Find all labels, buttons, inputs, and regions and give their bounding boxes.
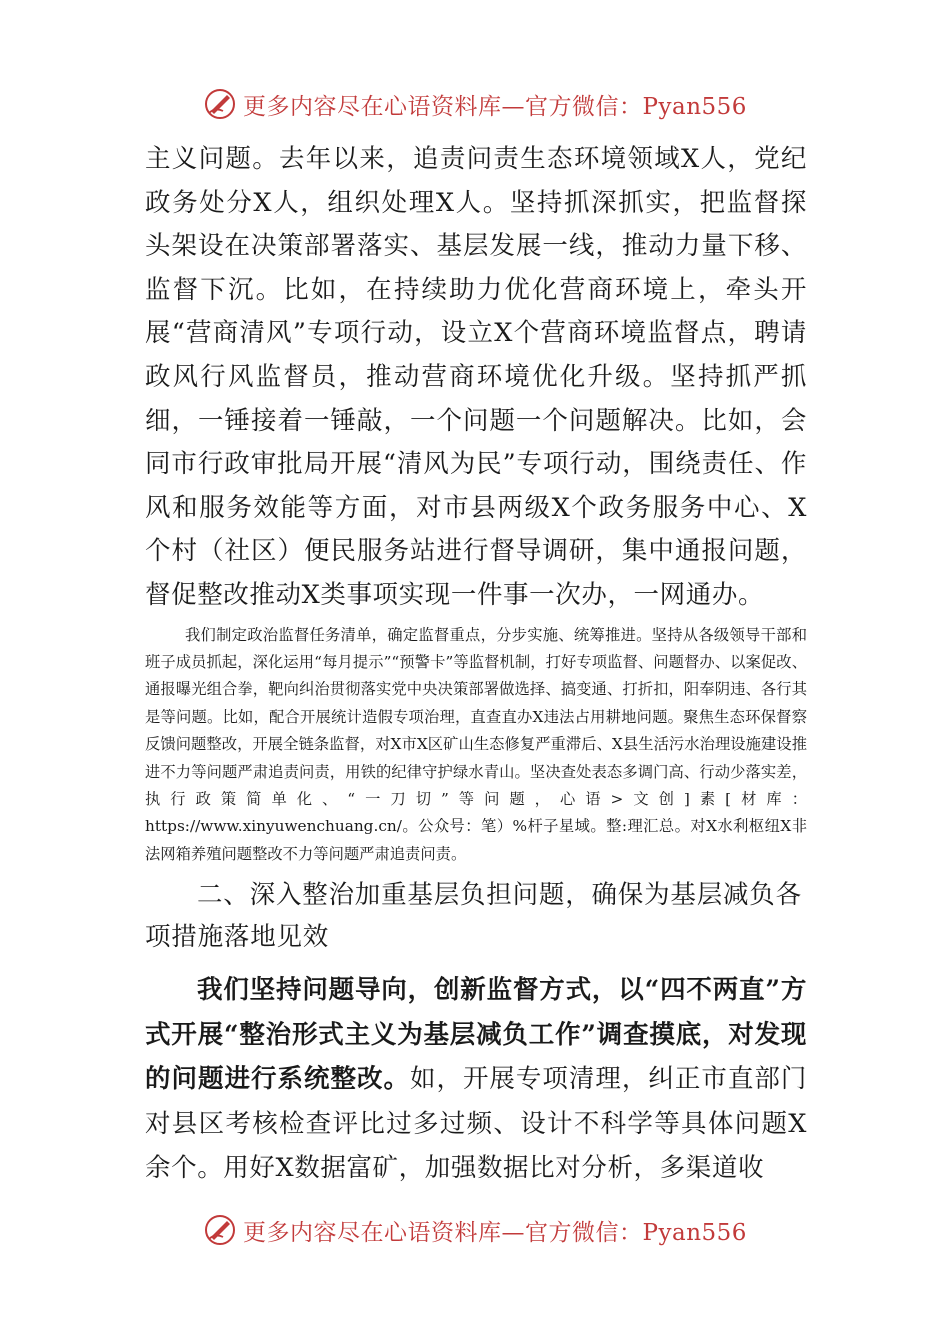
paragraph-bold-lead: 我们坚持问题导向，创新监督方式，以“四不两直”方式开展“整治形式主义为基层减负工作”调查摸底，对发现的问题进行系统整改。 [145,975,807,1095]
header-banner [0,84,950,124]
document-body [145,138,807,1191]
footer-banner [0,1210,950,1250]
paragraph-section-body [145,968,807,1191]
paragraph-small-print: 我们制定政治监督任务清单，确定监督重点，分步实施、统筹推进。坚持从各级领导干部和班子成员抓起，深化运用“每月提示”“预警卡”等监督机制，打好专项监督、问题督办、以案促改、通报曝光组合拳，靶向纠治贯彻落实党中央决策部署做选择、搞变通、打折扣，阳奉阴违、各行其是等问题。比如，配合开展统计造假专项治理，直查直办X违法占用耕地问题。聚焦生态环保督察反馈问题整改，开展全链条监督，对X市X区矿山生态修复严重滞后、X县生活污水治理设施建设推进不力等问题严肃追责问责，用铁的纪律守护绿水青山。坚决查处表态多调门高、行动少落实差，执行政策简单化、“一刀切”等问题，心语>文创]素[材库：https://www.xinyuwenchuang.cn/。公众号：笔）%杆子星域。整:理汇总。对X水利枢纽X非法网箱养殖问题整改不力等问题严肃追责问责。 [145,625,807,863]
footer-banner-text: 更多内容尽在心语资料库—官方微信：Pyan556 [243,1219,747,1246]
header-banner-text: 更多内容尽在心语资料库—官方微信：Pyan556 [243,93,747,120]
paragraph-regular-text: 如，开展专项清理，纠正市直部门对县区考核检查评比过多过频、设计不科学等具体问题X余个。用好X数据富矿，加强数据比对分析，多渠道收 [145,1064,807,1184]
section-heading: 二、深入整治加重基层负担问题，确保为基层减负各项措施落地见效 [145,880,802,953]
pen-book-logo-icon [203,1213,237,1247]
paragraph-continuation: 主义问题。去年以来，追责问责生态环境领域X人，党纪政务处分X人，组织处理X人。坚持抓深抓实，把监督探头架设在决策部署落实、基层发展一线，推动力量下移、监督下沉。比如，在持续助力优化营商环境上，牵头开展“营商清风”专项行动，设立X个营商环境监督点，聘请政风行风监督员，推动营商环境优化升级。坚持抓严抓细，一锤接着一锤敲，一个问题一个问题解决。比如，会同市行政审批局开展“清风为民”专项行动，围绕责任、作风和服务效能等方面，对市县两级X个政务服务中心、X个村（社区）便民服务站进行督导调研，集中通报问题，督促整改推动X类事项实现一件事一次办，一网通办。 [145,144,807,610]
pen-book-logo-icon [203,87,237,121]
